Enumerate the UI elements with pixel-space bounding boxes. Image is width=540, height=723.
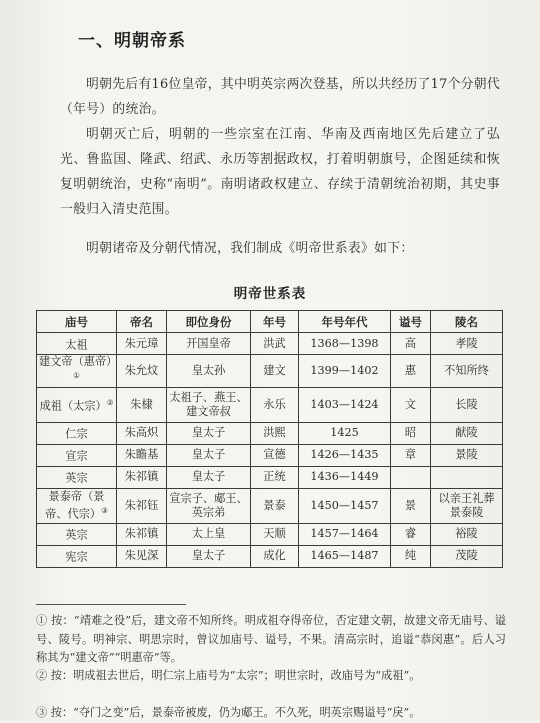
cell-temple-name-text: 景泰帝（景帝、代宗）	[45, 489, 105, 521]
cell-era-name	[251, 355, 299, 388]
cell-era-name	[251, 444, 299, 466]
cell-emperor-name-text: 朱祁镇	[124, 470, 159, 484]
cell-era-name-text: 建文	[263, 363, 286, 377]
cell-emperor-name-text: 朱见深	[124, 549, 159, 563]
cell-tomb-name	[431, 466, 503, 488]
cell-emperor-name-text: 朱祁镇	[124, 527, 159, 541]
cell-era-years	[299, 523, 391, 545]
cell-emperor-name-text: 朱高炽	[124, 426, 159, 440]
cell-emperor-name	[117, 466, 167, 488]
cell-accession-identity-text: 皇太子	[191, 470, 226, 484]
cell-era-name	[251, 466, 299, 488]
emperor-lineage-table	[36, 310, 503, 568]
section-heading: 一、明朝帝系	[78, 31, 186, 51]
cell-tomb-name-text: 景陵	[455, 448, 478, 462]
cell-era-name	[251, 523, 299, 545]
cell-era-name	[251, 333, 299, 355]
cell-temple-name-text: 宪宗	[65, 551, 88, 565]
cell-era-years	[299, 422, 391, 444]
cell-temple-name	[37, 444, 117, 466]
cell-temple-name-text: 英宗	[65, 472, 88, 486]
cell-tomb-name-text: 孝陵	[455, 336, 478, 350]
cell-tomb-name	[431, 355, 503, 388]
footnote-2: ② 按：明成祖去世后，明仁宗上庙号为“太宗”；明世宗时，改庙号为“成祖”。	[36, 669, 421, 682]
cell-era-years	[299, 466, 391, 488]
cell-accession-identity-text: 开国皇帝	[186, 336, 231, 350]
cell-posthumous-name-text: 景	[404, 498, 417, 512]
cell-emperor-name-text: 朱棣	[130, 397, 153, 411]
cell-accession-identity	[167, 488, 251, 523]
cell-era-years-text: 1425	[330, 426, 359, 440]
header-emperor-name: 帝名	[117, 311, 167, 333]
cell-era-years-text: 1450—1457	[310, 498, 379, 512]
cell-posthumous-name-text: 惠	[404, 363, 417, 377]
cell-emperor-name-text: 朱允炆	[124, 363, 159, 377]
header-era-name: 年号	[251, 311, 299, 333]
cell-era-years	[299, 488, 391, 523]
cell-posthumous-name-text: 高	[404, 336, 417, 350]
table-row	[37, 333, 503, 355]
cell-era-name-text: 洪武	[263, 336, 286, 350]
bleed-through-text	[60, 576, 480, 600]
cell-emperor-name	[117, 387, 167, 422]
table-row	[37, 488, 503, 523]
cell-temple-name	[37, 523, 117, 545]
cell-tomb-name-text: 以亲王礼葬景泰陵	[438, 491, 495, 519]
cell-tomb-name	[431, 488, 503, 523]
cell-emperor-name	[117, 355, 167, 388]
cell-posthumous-name-text: 纯	[404, 549, 417, 563]
cell-temple-name	[37, 545, 117, 567]
cell-temple-name	[37, 466, 117, 488]
cell-era-name-text: 天顺	[263, 527, 286, 541]
table-title: 明帝世系表	[233, 286, 307, 302]
cell-accession-identity	[167, 466, 251, 488]
cell-accession-identity	[167, 523, 251, 545]
cell-era-name	[251, 545, 299, 567]
cell-posthumous-name-text: 章	[404, 448, 417, 462]
table-row	[37, 444, 503, 466]
cell-posthumous-name	[391, 523, 431, 545]
header-tomb-name: 陵名	[431, 311, 503, 333]
cell-era-name	[251, 488, 299, 523]
cell-tomb-name	[431, 545, 503, 567]
cell-emperor-name-text: 朱瞻基	[124, 448, 159, 462]
cell-emperor-name	[117, 488, 167, 523]
table-row	[37, 387, 503, 422]
cell-posthumous-name	[391, 333, 431, 355]
cell-temple-name-text: 成祖（太宗）	[39, 399, 107, 413]
cell-tomb-name-text: 长陵	[455, 397, 478, 411]
cell-temple-name-text: 宣宗	[65, 450, 88, 464]
paragraph-emperor-count: 明朝先后有16位皇帝，其中明英宗两次登基，所以共经历了17个分朝代（年号）的统治。	[60, 77, 500, 117]
paragraph-southern-ming: 明朝灭亡后，明朝的一些宗室在江南、华南及西南地区先后建立了弘光、鲁监国、隆武、绍武、永历等割据政权，打着明朝旗号，企图延续和恢复明朝统治，史称“南明”。南明诸政权建立、存续于清朝统治初期，其史事一般归入清史范围。	[60, 127, 500, 217]
cell-accession-identity-text: 皇太子	[191, 426, 226, 440]
cell-era-years	[299, 387, 391, 422]
cell-era-years-text: 1436—1449	[310, 470, 379, 484]
paragraph-table-intro: 明朝诸帝及分朝代情况，我们制成《明帝世系表》如下：	[86, 241, 414, 256]
cell-tomb-name	[431, 444, 503, 466]
cell-accession-identity	[167, 444, 251, 466]
cell-posthumous-name-text: 睿	[404, 527, 417, 541]
cell-accession-identity	[167, 387, 251, 422]
cell-era-years	[299, 444, 391, 466]
cell-tomb-name-text: 献陵	[455, 426, 478, 440]
cell-era-name-text: 成化	[263, 549, 286, 563]
cell-accession-identity	[167, 422, 251, 444]
cell-emperor-name	[117, 444, 167, 466]
cell-accession-identity	[167, 355, 251, 388]
table-row	[37, 466, 503, 488]
cell-emperor-name-text: 朱元璋	[124, 336, 159, 350]
cell-temple-name-text: 太祖	[65, 338, 88, 352]
cell-tomb-name	[431, 422, 503, 444]
cell-temple-name	[37, 488, 117, 523]
cell-temple-name-text: 英宗	[65, 529, 88, 543]
cell-era-years-text: 1457—1464	[310, 527, 379, 541]
cell-posthumous-name	[391, 444, 431, 466]
header-era-years: 年号年代	[299, 311, 391, 333]
cell-era-name-text: 景泰	[263, 498, 286, 512]
cell-accession-identity-text: 皇太孙	[191, 363, 226, 377]
footnote-divider	[36, 604, 186, 605]
cell-accession-identity-text: 太祖子、燕王、建文帝叔	[169, 390, 248, 418]
footnote-3: ③ 按：“夺门之变”后，景泰帝被废，仍为郕王。不久死，明英宗赐谥号“戾”。	[36, 706, 421, 719]
cell-era-years	[299, 545, 391, 567]
cell-era-years-text: 1426—1435	[310, 448, 379, 462]
cell-posthumous-name	[391, 488, 431, 523]
cell-posthumous-name	[391, 422, 431, 444]
cell-accession-identity-text: 宣宗子、郕王、英宗弟	[169, 491, 248, 519]
cell-emperor-name	[117, 545, 167, 567]
cell-posthumous-name	[391, 466, 431, 488]
cell-tomb-name	[431, 387, 503, 422]
footnote-marker: ②	[106, 397, 114, 407]
cell-temple-name	[37, 333, 117, 355]
header-accession-identity: 即位身份	[167, 311, 251, 333]
cell-accession-identity-text: 太上皇	[191, 527, 226, 541]
cell-era-name-text: 宣德	[263, 448, 286, 462]
cell-era-name-text: 永乐	[263, 397, 286, 411]
cell-accession-identity	[167, 545, 251, 567]
cell-era-years-text: 1403—1424	[310, 397, 379, 411]
cell-posthumous-name	[391, 387, 431, 422]
cell-tomb-name	[431, 333, 503, 355]
cell-era-name-text: 洪熙	[263, 426, 286, 440]
table-row	[37, 545, 503, 567]
cell-tomb-name-text: 裕陵	[455, 527, 478, 541]
footnote-1: ① 按：“靖难之役”后，建文帝不知所终。明成祖夺得帝位，否定建文朝，故建文帝无庙号、谥号、陵号。明神宗、明思宗时，曾议加庙号、谥号，不果。清高宗时，追谥“恭闵惠”。后人习称其为“建文帝”“明惠帝”等。	[36, 614, 506, 664]
table-row	[37, 355, 503, 388]
cell-posthumous-name-text: 昭	[404, 426, 417, 440]
cell-tomb-name-text: 不知所终	[444, 363, 489, 377]
cell-emperor-name	[117, 333, 167, 355]
cell-temple-name	[37, 422, 117, 444]
cell-emperor-name-text: 朱祁钰	[124, 498, 159, 512]
cell-accession-identity-text: 皇太子	[191, 448, 226, 462]
table-row	[37, 422, 503, 444]
cell-emperor-name	[117, 523, 167, 545]
cell-temple-name	[37, 387, 117, 422]
cell-era-years-text: 1399—1402	[310, 363, 379, 377]
cell-temple-name-text: 建文帝（惠帝）	[39, 355, 118, 368]
cell-era-name-text: 正统	[263, 470, 286, 484]
footnote-marker: ③	[101, 505, 108, 515]
cell-era-name	[251, 422, 299, 444]
table-row	[37, 523, 503, 545]
table-header-row	[37, 311, 503, 333]
cell-posthumous-name	[391, 545, 431, 567]
cell-posthumous-name	[391, 355, 431, 388]
cell-era-years	[299, 333, 391, 355]
cell-tomb-name-text: 茂陵	[455, 549, 478, 563]
header-temple-name: 庙号	[37, 311, 117, 333]
cell-accession-identity-text: 皇太子	[191, 549, 226, 563]
cell-era-name	[251, 387, 299, 422]
header-posthumous-name: 谥号	[391, 311, 431, 333]
footnote-marker: ①	[73, 371, 80, 380]
cell-era-years	[299, 355, 391, 388]
cell-accession-identity	[167, 333, 251, 355]
cell-temple-name-text: 仁宗	[65, 428, 88, 442]
cell-emperor-name	[117, 422, 167, 444]
cell-posthumous-name-text: 文	[404, 397, 417, 411]
cell-era-years-text: 1465—1487	[310, 549, 379, 563]
cell-temple-name	[37, 355, 117, 388]
cell-tomb-name	[431, 523, 503, 545]
cell-era-years-text: 1368—1398	[310, 336, 379, 350]
